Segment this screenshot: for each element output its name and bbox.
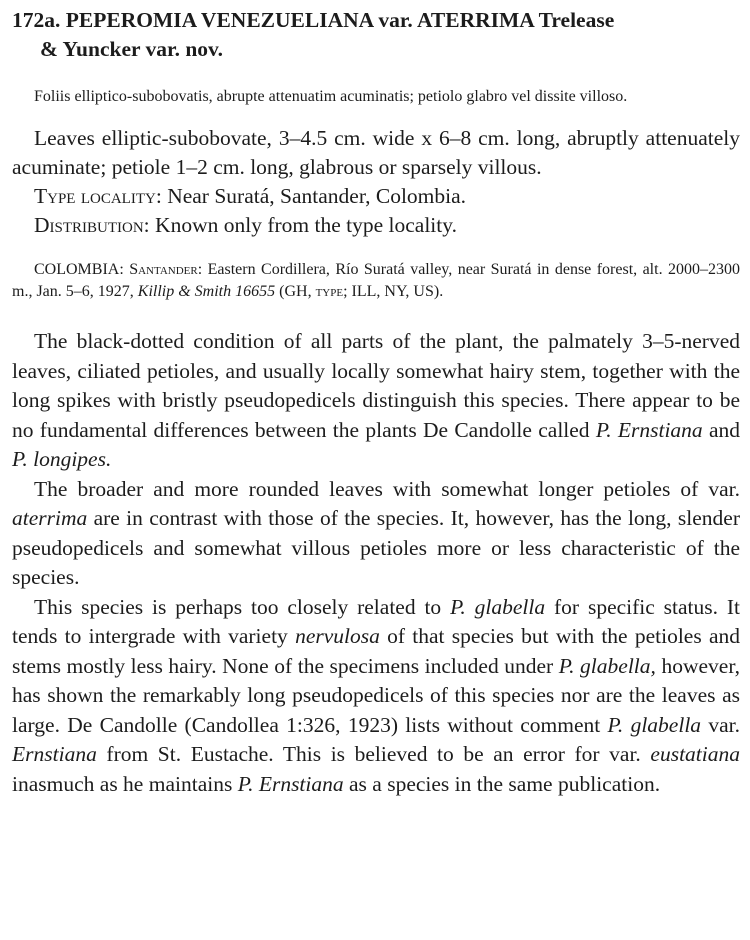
specimen-department: Santander: [129,261,203,278]
discussion-text: var. [708,712,741,737]
discussion-text: The broader and more rounded leaves with somewhat longer petioles of var. [34,476,740,501]
discussion-text: and [708,417,741,442]
distribution-value: Known only from the type locality. [155,213,457,237]
type-locality-label: Type locality: [34,184,162,208]
variety-name: aterrima [12,506,88,530]
specimen-type-label: type [315,283,344,300]
specimen-locality: Eastern Cordillera, Río Suratá valley, near Suratá in dense forest, alt. 2000–2300 m., Jan. 5–6, 1927, [12,261,741,300]
discussion-text: inasmuch as he maintains [12,771,233,796]
discussion-paragraph-3 [12,593,740,800]
taxon-name: P. Ernstiana [595,417,703,442]
taxon-name: P. glabella [450,594,546,619]
latin-diagnosis: Foliis elliptico-subobovatis, abrupte attenuatim acuminatis; petiolo glabro vel dissite villoso. [34,88,628,105]
taxon-name: P. longipes. [12,447,112,471]
discussion-text: The black-dotted condition of all parts of the plant, the palmately 3–5-nerved leaves, ciliated petioles, and usually locally somewhat hairy stem, together with the long spikes with bristly pseudopedicels distinguish this species. There appear to be no fundamental differences between the plants De Candolle called [12,329,740,442]
discussion-text: however, has shown the remarkably long pseudopedicels of this species nor are the leaves as large. De Candolle (Candollea 1:326, 1923) lists without comment [12,653,741,737]
taxon-name: P. glabella, [558,653,656,678]
discussion-text: This species is perhaps too closely related to [34,594,442,619]
variety-name: eustatiana [650,742,740,766]
species-heading [12,6,740,64]
variety-name: Ernstiana [12,742,97,766]
discussion-paragraph-1 [12,327,740,475]
discussion-text: for specific status. It tends to intergrade with variety [12,594,741,648]
discussion-paragraph-2 [12,475,740,593]
type-locality [12,182,740,211]
taxon-name: P. Ernstiana [237,771,344,796]
specimen-collector: Killip & Smith 16655 [137,283,276,300]
specimen-citation [12,259,740,303]
english-description: Leaves elliptic-subobovate, 3–4.5 cm. wide x 6–8 cm. long, abruptly attenuately acuminate; petiole 1–2 cm. long, glabrous or sparsely villous. [12,126,740,179]
taxon-name: P. glabella [607,712,702,737]
distribution-label: Distribution: [34,213,150,237]
distribution [12,211,740,240]
heading-line-1: 172a. PEPEROMIA VENEZUELIANA var. ATERRIMA Trelease [12,8,615,32]
type-locality-value: Near Suratá, Santander, Colombia. [167,184,467,208]
discussion-text: as a species in the same publication. [349,771,661,796]
discussion-text: of that species but with the petioles and stems mostly less hairy. None of the specimens included under [12,624,741,678]
specimen-country: COLOMBIA: [34,261,124,278]
discussion-text: from St. Eustache. This is believed to be an error for var. [106,742,641,766]
heading-line-2: & Yuncker var. nov. [40,37,223,61]
specimen-herbaria-open: (GH, [279,283,312,300]
specimen-herbaria-rest: ; ILL, NY, US). [343,283,444,300]
discussion-text: are in contrast with those of the species. It, however, has the long, slender pseudopedicels and somewhat villous petioles more or less characteristic of the species. [12,506,740,589]
variety-name: nervulosa [295,624,380,648]
